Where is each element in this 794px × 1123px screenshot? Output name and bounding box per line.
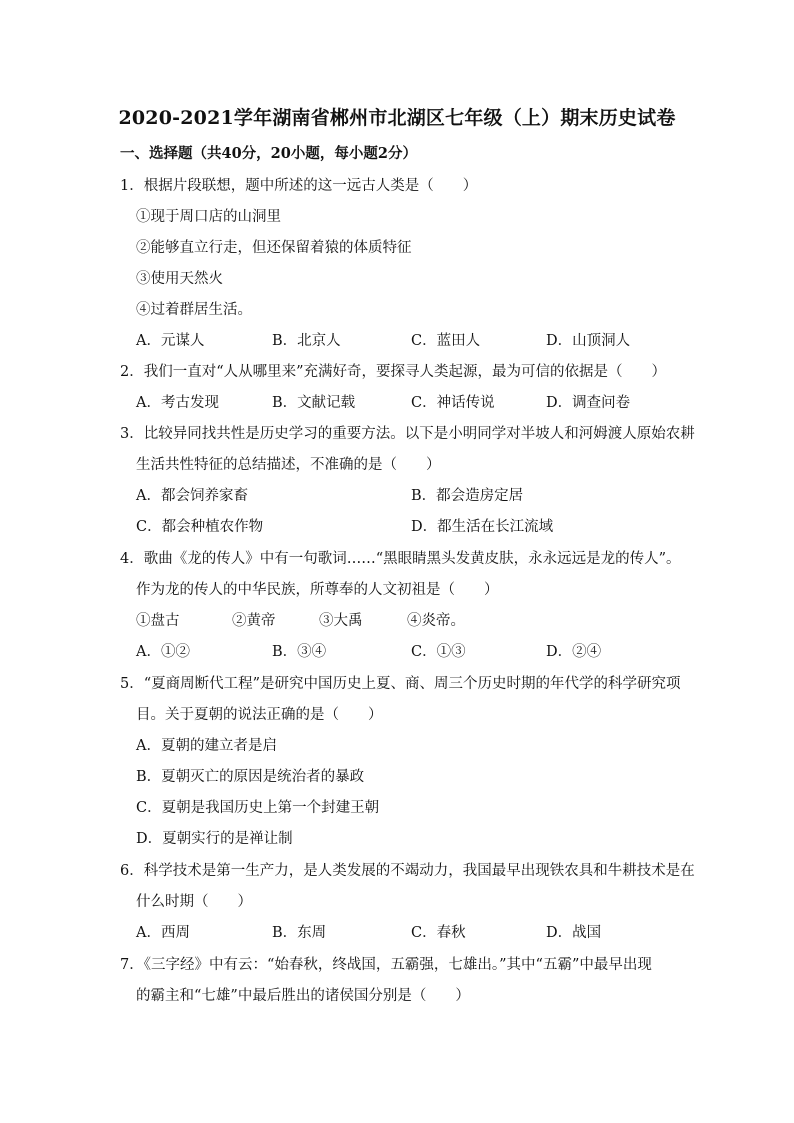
question-4-option-a: A．①②	[136, 644, 190, 660]
question-5-option-c: C．夏朝是我国历史上第一个封建王朝	[136, 800, 380, 816]
question-5-option-b: B．夏朝灭亡的原因是统治者的暴政	[136, 769, 365, 785]
question-4-option-d: D．②④	[546, 644, 602, 660]
question-1-statement-4: ④过着群居生活。	[136, 302, 252, 318]
question-4-statement-2: ②黄帝	[232, 613, 276, 629]
question-1-stem: 1．根据片段联想，题中所述的这一远古人类是（ ）	[120, 178, 478, 194]
question-3-option-c: C．都会种植农作物	[136, 519, 264, 535]
question-6-option-c: C．春秋	[411, 925, 466, 941]
question-2-option-a: A．考古发现	[136, 395, 219, 411]
question-6-stem-line-1: 6．科学技术是第一生产力，是人类发展的不竭动力，我国最早出现铁农具和牛耕技术是在	[120, 863, 695, 879]
question-2-option-c: C．神话传说	[411, 395, 495, 411]
section-heading: 一、选择题（共40分，20小题，每小题2分）	[120, 145, 417, 162]
question-1-option-a: A．元谋人	[136, 333, 205, 349]
question-1-option-c: C．蓝田人	[411, 333, 481, 349]
question-3-option-a: A．都会饲养家畜	[136, 488, 248, 504]
question-2-option-b: B．文献记载	[272, 395, 356, 411]
question-4-statement-3: ③大禹	[319, 613, 363, 629]
question-5-stem-line-2: 目。关于夏朝的说法正确的是（ ）	[136, 707, 383, 723]
question-3-option-b: B．都会造房定居	[411, 488, 524, 504]
question-7-stem-line-1: 7．《三字经》中有云：“始春秋，终战国，五霸强，七雄出。”其中“五霸”中最早出现	[120, 957, 652, 973]
question-6-option-b: B．东周	[272, 925, 327, 941]
question-1-statement-3: ③使用天然火	[136, 271, 223, 287]
question-4-stem-line-2: 作为龙的传人的中华民族，所尊奉的人文初祖是（ ）	[136, 582, 499, 598]
question-5-option-d: D．夏朝实行的是禅让制	[136, 831, 293, 847]
question-1-statement-2: ②能够直立行走，但还保留着猿的体质特征	[136, 240, 412, 256]
question-5-stem-line-1: 5．“夏商周断代工程”是研究中国历史上夏、商、周三个历史时期的年代学的科学研究项	[120, 676, 681, 692]
question-5-option-a: A．夏朝的建立者是启	[136, 738, 277, 754]
question-4-statement-4: ④炎帝。	[407, 613, 465, 629]
question-1-statement-1: ①现于周口店的山洞里	[136, 209, 281, 225]
question-6-stem-line-2: 什么时期（ ）	[136, 894, 252, 910]
question-6-option-d: D．战国	[546, 925, 602, 941]
question-2-option-d: D．调查问卷	[546, 395, 631, 411]
question-1-option-b: B．北京人	[272, 333, 341, 349]
question-4-statement-1: ①盘古	[136, 613, 180, 629]
question-4-option-b: B．③④	[272, 644, 327, 660]
question-3-stem-line-1: 3．比较异同找共性是历史学习的重要方法。以下是小明同学对半坡人和河姆渡人原始农耕	[120, 426, 695, 442]
question-2-stem: 2．我们一直对“人从哪里来”充满好奇，要探寻人类起源，最为可信的依据是（ ）	[120, 364, 667, 380]
question-3-stem-line-2: 生活共性特征的总结描述，不准确的是（ ）	[136, 457, 441, 473]
question-4-stem-line-1: 4．歌曲《龙的传人》中有一句歌词……“黑眼睛黑头发黄皮肤，永永远远是龙的传人”。	[120, 551, 681, 567]
question-7-stem-line-2: 的霸主和“七雄”中最后胜出的诸侯国分别是（ ）	[136, 988, 470, 1004]
question-4-option-c: C．①③	[411, 644, 466, 660]
question-1-option-d: D．山顶洞人	[546, 333, 631, 349]
question-6-option-a: A．西周	[136, 925, 190, 941]
page-title: 2020-2021学年湖南省郴州市北湖区七年级（上）期末历史试卷	[118, 107, 676, 129]
question-3-option-d: D．都生活在长江流域	[411, 519, 554, 535]
